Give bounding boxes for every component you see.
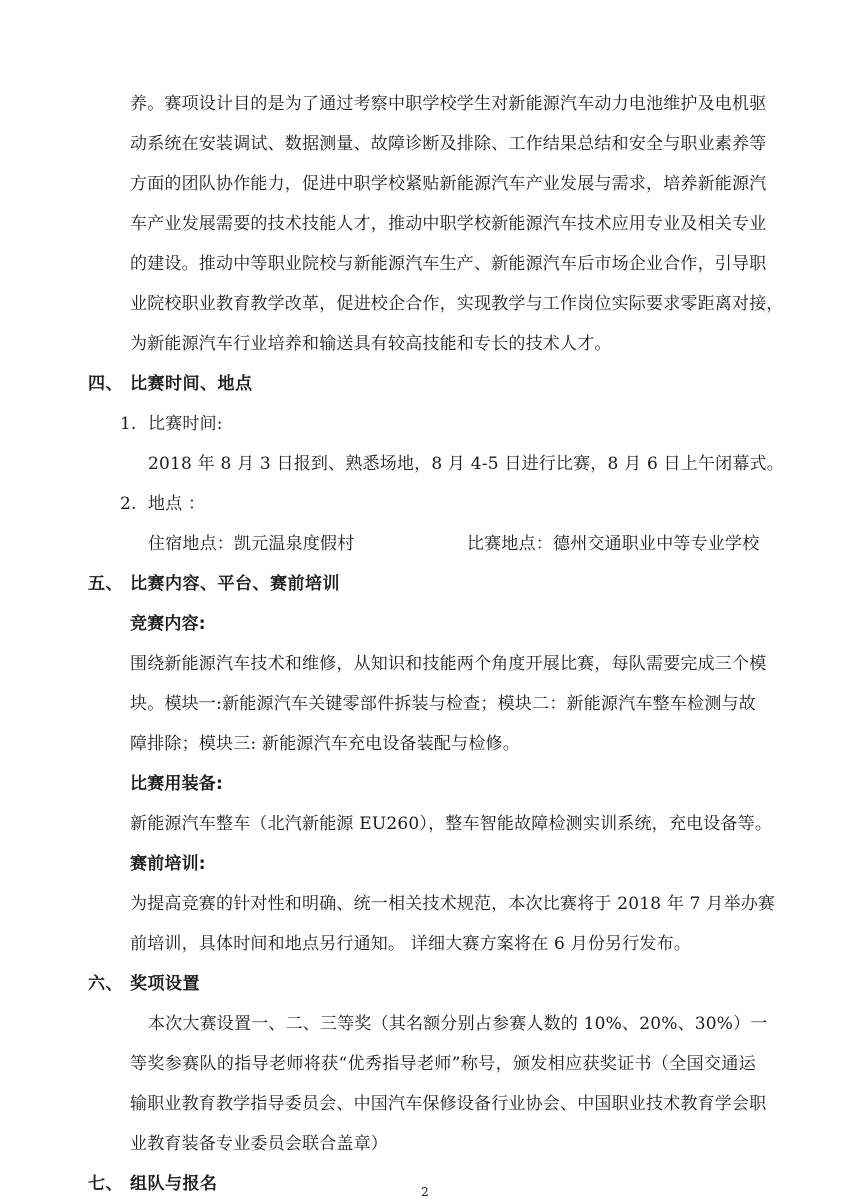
paragraph-line: 业院校职业教育教学改革，促进校企合作，实现教学与工作岗位实际要求零距离对接， xyxy=(130,294,784,314)
subheading: 赛前培训: xyxy=(130,854,206,874)
item-number: 1. xyxy=(120,414,137,434)
section-5-heading: 比赛内容、平台、赛前培训 xyxy=(130,574,340,594)
item-label: 比赛时间: xyxy=(148,414,223,434)
paragraph-line: 为新能源汽车行业培养和输送具有较高技能和专长的技术人才。 xyxy=(130,334,612,354)
venue-location: 比赛地点：德州交通职业中等专业学校 xyxy=(467,534,760,554)
paragraph-line: 本次大赛设置一、二、三等奖（其名额分别占参赛人数的 10%、20%、30%）一 xyxy=(148,1014,768,1034)
paragraph-line: 块。模块一:新能源汽车关键零部件拆装与检查；模块二：新能源汽车整车检测与故 xyxy=(130,694,756,714)
section-6-heading: 奖项设置 xyxy=(130,974,200,994)
paragraph-line: 业教育装备专业委员会联合盖章） xyxy=(130,1134,388,1154)
section-5-number: 五、 xyxy=(88,574,123,594)
paragraph-line: 为提高竞赛的针对性和明确、统一相关技术规范，本次比赛将于 2018 年 7 月举办赛 xyxy=(130,894,776,914)
section-7-number: 七、 xyxy=(88,1174,123,1194)
subheading: 比赛用装备: xyxy=(130,774,223,794)
paragraph-line: 的建设。推动中等职业院校与新能源汽车生产、新能源汽车后市场企业合作，引导职 xyxy=(130,254,767,274)
paragraph-line: 养。赛项设计目的是为了通过考察中职学校学生对新能源汽车动力电池维护及电机驱 xyxy=(130,94,767,114)
paragraph-line: 动系统在安装调试、数据测量、故障诊断及排除、工作结果总结和安全与职业素养等 xyxy=(130,134,767,154)
lodging-location: 住宿地点：凯元温泉度假村 xyxy=(148,534,355,554)
item-number: 2. xyxy=(120,494,137,514)
paragraph-line: 前培训，具体时间和地点另行通知。 详细大赛方案将在 6 月份另行发布。 xyxy=(130,934,692,954)
paragraph-line: 输职业教育教学指导委员会、中国汽车保修设备行业协会、中国职业技术教育学会职 xyxy=(130,1094,767,1114)
item-label: 地点 ： xyxy=(148,494,206,514)
competition-time-text: 2018 年 8 月 3 日报到、熟悉场地，8 月 4-5 日进行比赛，8 月 6 日上午闭幕式。 xyxy=(148,454,784,474)
section-7-heading: 组队与报名 xyxy=(130,1174,218,1194)
paragraph-line: 障排除；模块三: 新能源汽车充电设备装配与检修。 xyxy=(130,734,520,754)
section-4-heading: 比赛时间、地点 xyxy=(130,374,253,394)
paragraph-line: 车产业发展需要的技术技能人才，推动中职学校新能源汽车技术应用专业及相关专业 xyxy=(130,214,767,234)
paragraph-line: 方面的团队协作能力，促进中职学校紧贴新能源汽车产业发展与需求，培养新能源汽 xyxy=(130,174,767,194)
section-4-number: 四、 xyxy=(88,374,123,394)
section-6-number: 六、 xyxy=(88,974,123,994)
paragraph-line: 等奖参赛队的指导老师将获“优秀指导老师”称号，颁发相应获奖证书（全国交通运 xyxy=(130,1054,756,1074)
page-number: 2 xyxy=(421,1185,429,1199)
paragraph-line: 围绕新能源汽车技术和维修，从知识和技能两个角度开展比赛，每队需要完成三个模 xyxy=(130,654,767,674)
paragraph-line: 新能源汽车整车（北汽新能源 EU260），整车智能故障检测实训系统，充电设备等。 xyxy=(130,814,773,834)
subheading: 竞赛内容: xyxy=(130,614,206,634)
